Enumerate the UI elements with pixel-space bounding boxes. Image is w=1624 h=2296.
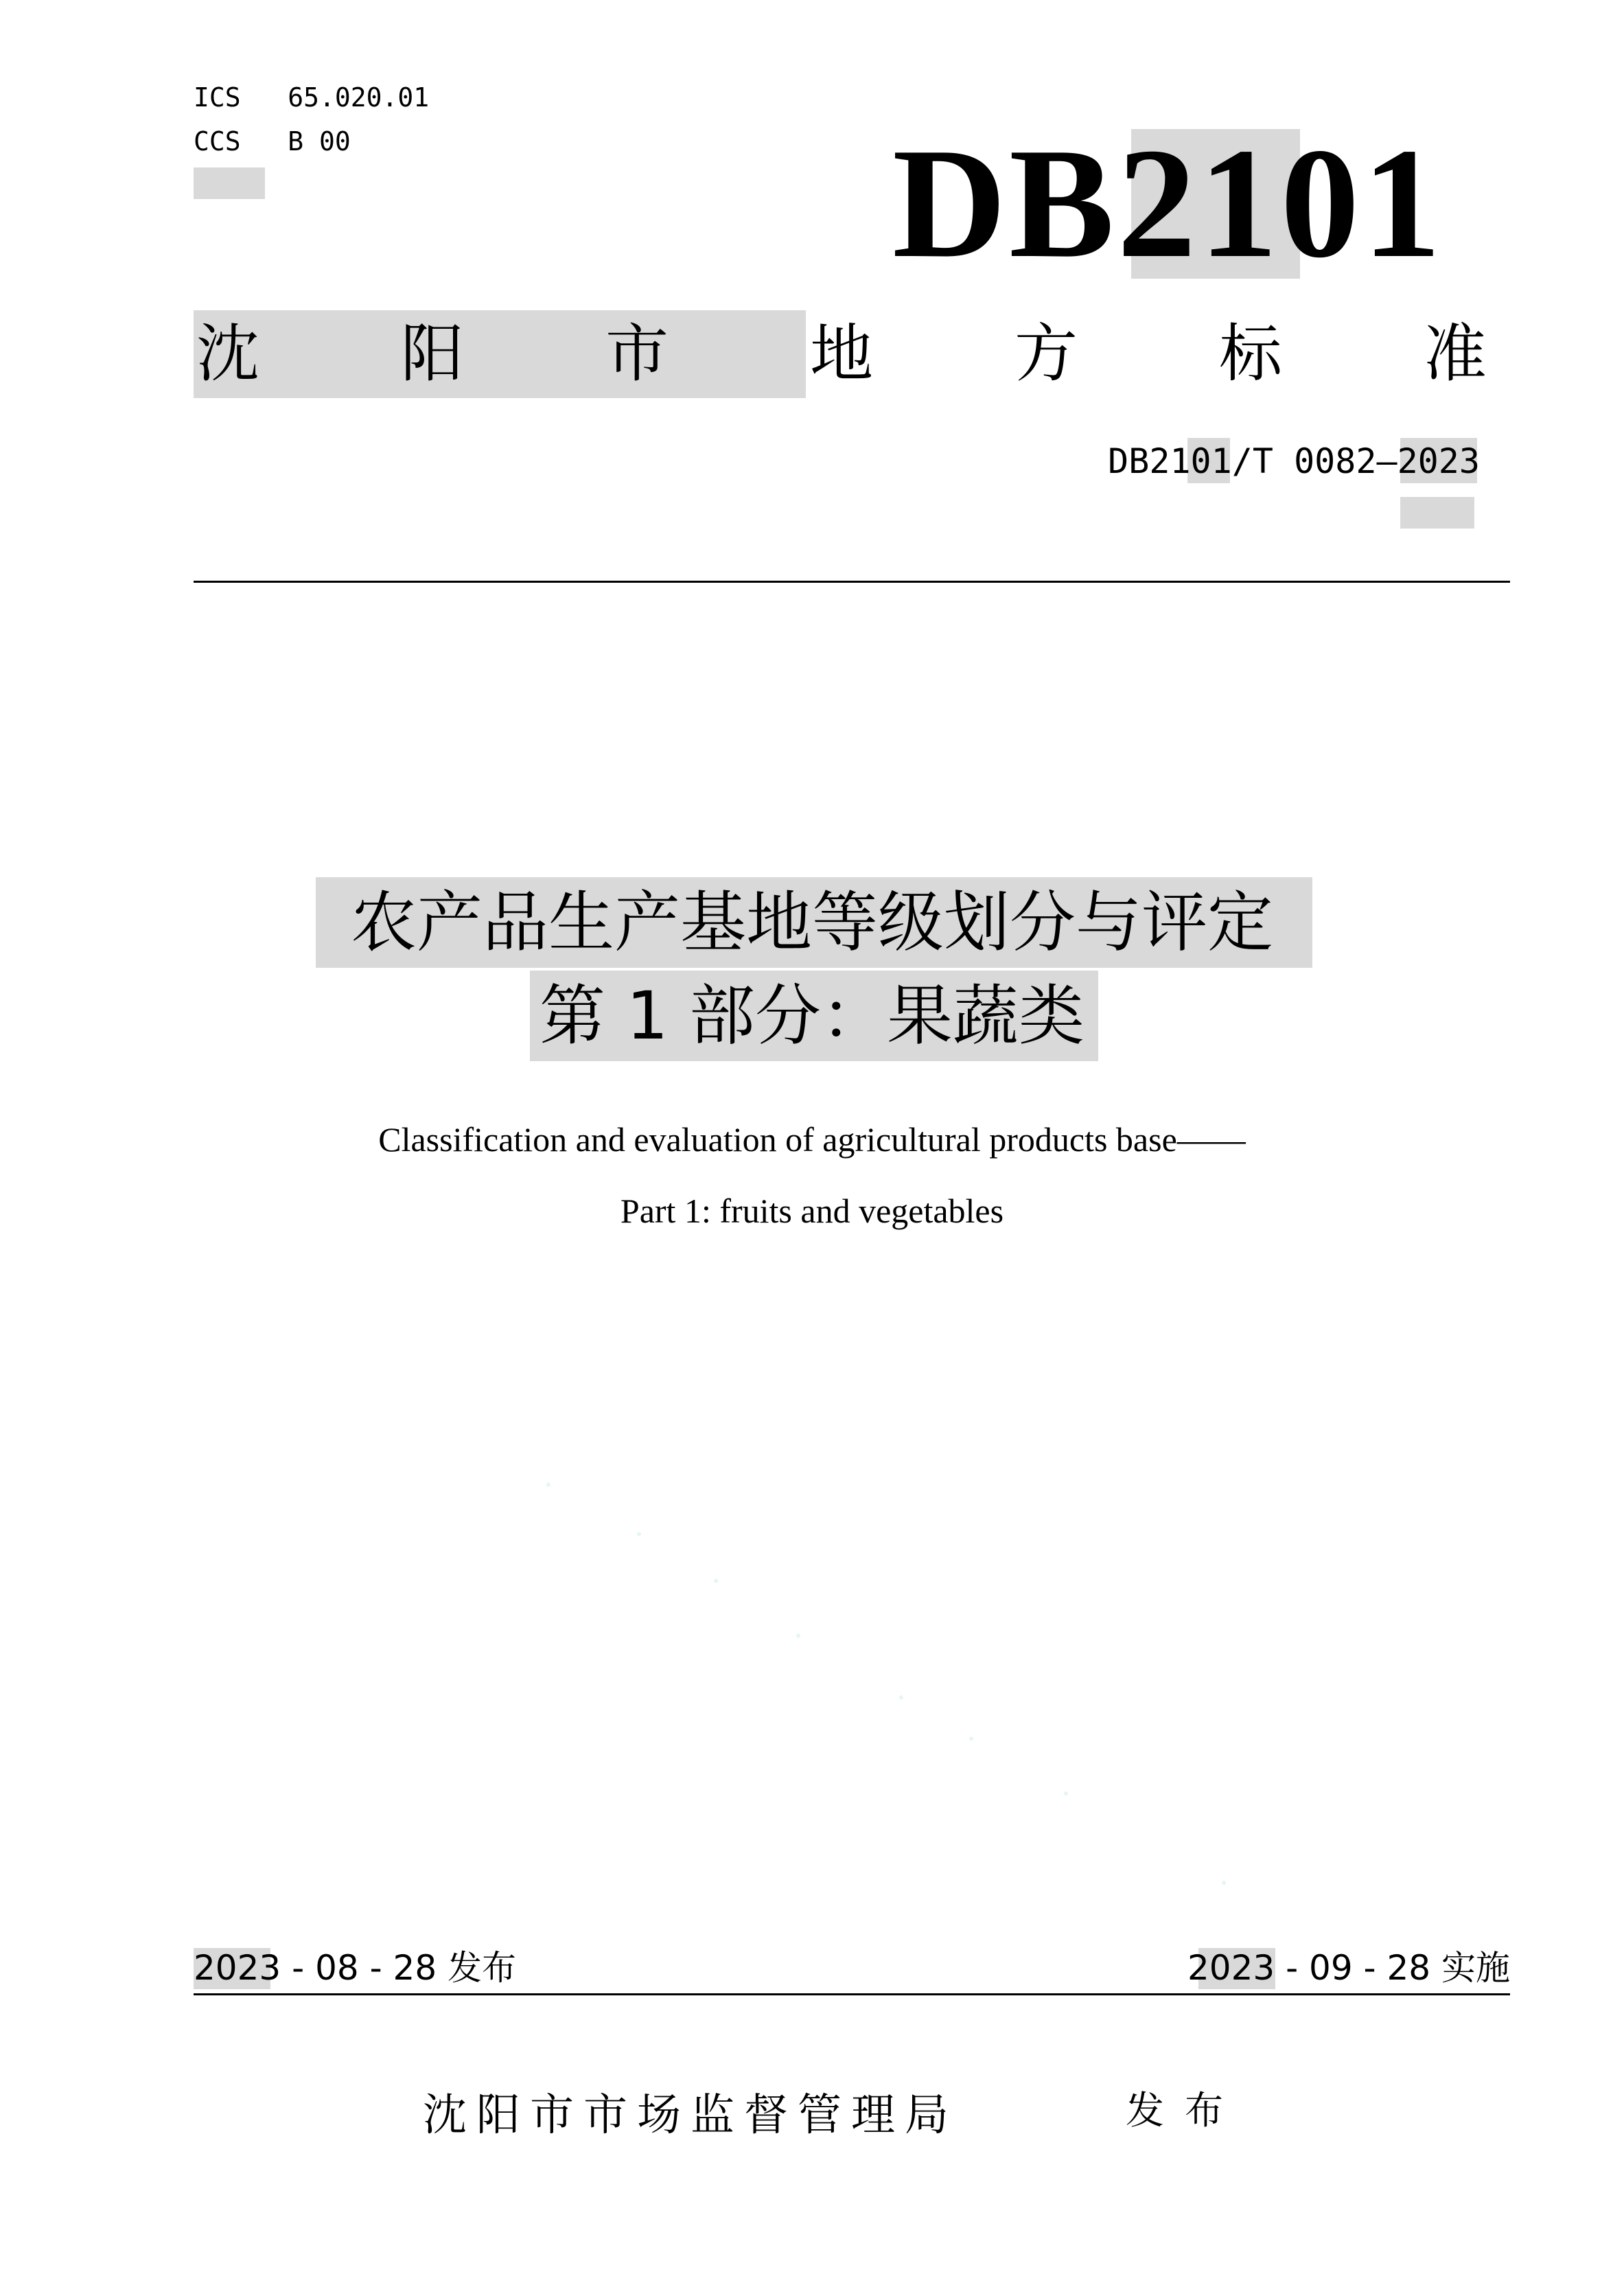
cn-title-line1: 农产品生产基地等级划分与评定 (351, 884, 1273, 961)
standard-type-char: 阳 (400, 317, 464, 391)
en-title-line1: Classification and evaluation of agricultural products base—— (378, 1120, 1246, 1159)
standard-type-char: 方 (1014, 317, 1078, 391)
standard-number: DB2101/T 0082—2023 (1108, 441, 1480, 481)
issue-action: 发布 (1126, 2089, 1244, 2133)
standard-type-char: 地 (809, 317, 873, 391)
ccs-value: B 00 (288, 126, 351, 156)
db-logo: DB2101 (892, 115, 1444, 290)
issuing-authority: 沈阳市市场监督管理局 (423, 2090, 958, 2141)
standard-type-char: 沈 (196, 317, 259, 391)
ics-value: 65.020.01 (288, 82, 430, 113)
year-sub-highlight-block (1400, 497, 1474, 529)
scan-artifact (1222, 1881, 1226, 1885)
scan-artifact (969, 1737, 973, 1741)
publish-date: 2023 - 08 - 28 发布 (194, 1948, 517, 1988)
ics-code (194, 82, 429, 113)
scan-artifact (899, 1695, 903, 1700)
scan-artifact (796, 1634, 800, 1638)
en-title-line2: Part 1: fruits and vegetables (620, 1192, 1004, 1230)
standard-type-char: 标 (1218, 317, 1282, 391)
scan-artifact (714, 1579, 718, 1583)
ccs-code (194, 126, 351, 156)
standard-type-char: 准 (1423, 317, 1487, 391)
scan-artifact (637, 1532, 641, 1536)
footer-divider (194, 1993, 1510, 1995)
ics-label: ICS (194, 82, 241, 113)
standard-type-char: 市 (605, 317, 669, 391)
cn-title-line2: 第 1 部分：果蔬类 (539, 977, 1085, 1054)
ccs-label: CCS (194, 126, 241, 156)
ccs-highlight-block (194, 167, 265, 199)
header-divider (194, 581, 1510, 583)
standard-type-title (187, 313, 1498, 395)
implement-date: 2023 - 09 - 28 实施 (1187, 1948, 1510, 1988)
scan-artifact (1064, 1791, 1068, 1796)
scan-artifact (546, 1483, 550, 1487)
